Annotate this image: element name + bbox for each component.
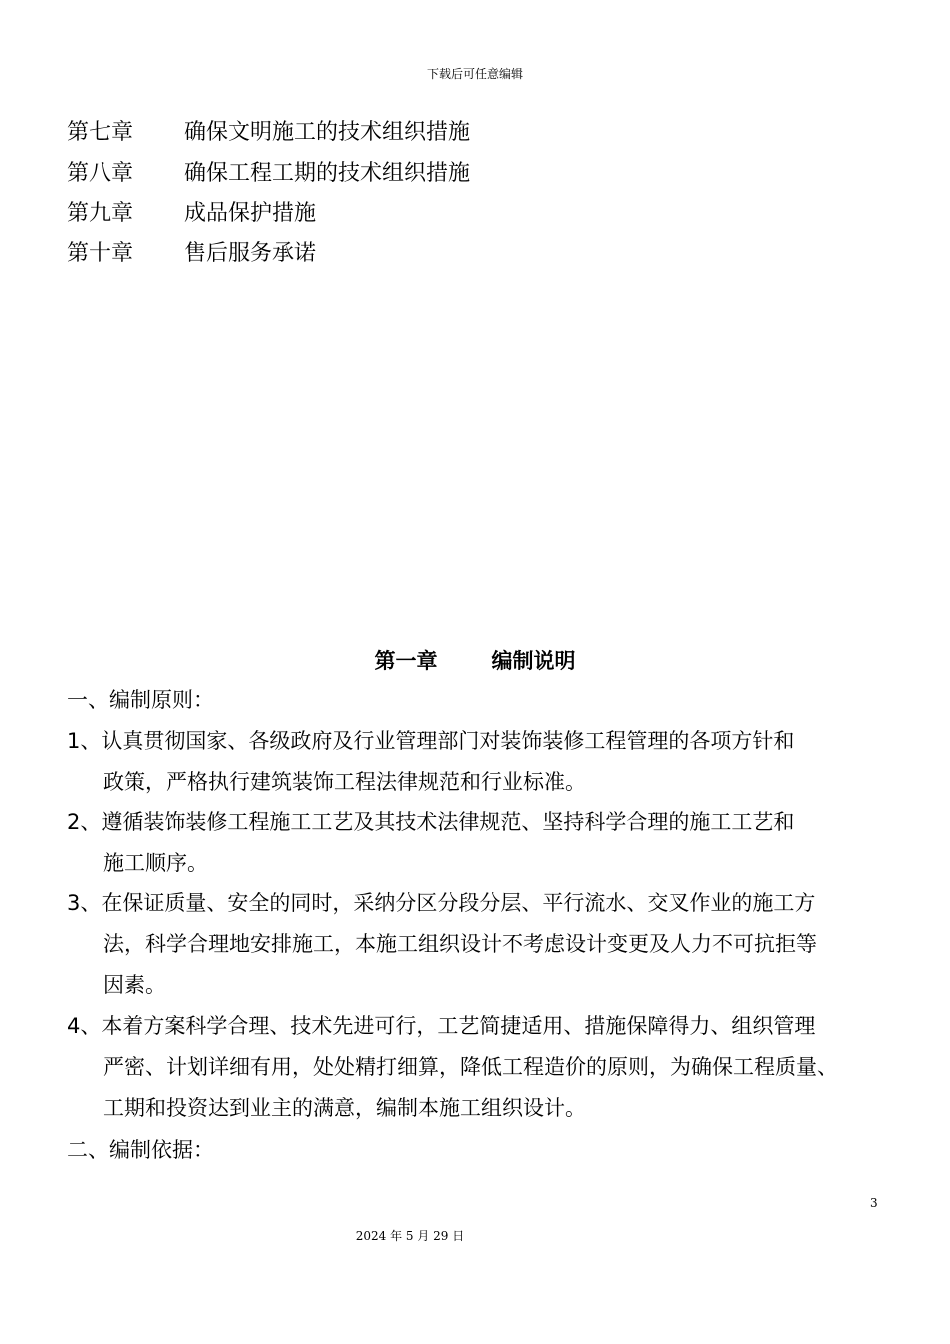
page-number: 3 (870, 1196, 878, 1210)
paragraph-line: 施工顺序。 (103, 851, 208, 875)
toc-chapter-title: 确保工程工期的技术组织措施 (184, 161, 471, 186)
toc-chapter-number: 第九章 (67, 201, 134, 226)
toc-item (67, 158, 470, 190)
header-note: 下载后可任意编辑 (426, 67, 523, 81)
toc-chapter-number: 第七章 (67, 120, 134, 145)
toc-item (67, 198, 316, 230)
paragraph-line: 3、在保证质量、安全的同时，采纳分区分段分层、平行流水、交叉作业的施工方 (67, 891, 816, 915)
paragraph-line: 2、遵循装饰装修工程施工工艺及其技术法律规范、坚持科学合理的施工工艺和 (67, 810, 795, 834)
toc-chapter-number: 第十章 (67, 241, 134, 266)
paragraph-line: 因素。 (103, 973, 166, 997)
paragraph-line: 1、认真贯彻国家、各级政府及行业管理部门对装饰装修工程管理的各项方针和 (67, 729, 795, 753)
paragraph-line: 严密、计划详细有用，处处精打细算，降低工程造价的原则，为确保工程质量、 (103, 1055, 838, 1079)
principle-item (67, 1006, 885, 1129)
principle-item (67, 883, 885, 1006)
chapter-name: 编制说明 (491, 649, 576, 673)
principle-item (67, 802, 885, 884)
principle-item (67, 721, 885, 803)
toc-chapter-title: 售后服务承诺 (184, 241, 317, 266)
toc-item (67, 117, 470, 149)
paragraph-line: 4、本着方案科学合理、技术先进可行，工艺简捷适用、措施保障得力、组织管理 (67, 1014, 816, 1038)
toc-chapter-number: 第八章 (67, 161, 134, 186)
section-heading-basis: 二、编制依据： (67, 1138, 214, 1162)
paragraph-line: 政策，严格执行建筑装饰工程法律规范和行业标准。 (103, 770, 586, 794)
paragraph-line: 法，科学合理地安排施工，本施工组织设计不考虑设计变更及人力不可抗拒等 (103, 932, 817, 956)
toc-chapter-title: 确保文明施工的技术组织措施 (184, 120, 471, 145)
toc-chapter-title: 成品保护措施 (184, 201, 317, 226)
chapter-number: 第一章 (374, 649, 438, 673)
section-heading-principles: 一、编制原则： (67, 688, 214, 712)
paragraph-line: 工期和投资达到业主的满意，编制本施工组织设计。 (103, 1096, 586, 1120)
footer-date: 2024 年 5 月 29 日 (355, 1229, 465, 1243)
chapter-title (0, 645, 950, 677)
toc-item (67, 238, 316, 270)
